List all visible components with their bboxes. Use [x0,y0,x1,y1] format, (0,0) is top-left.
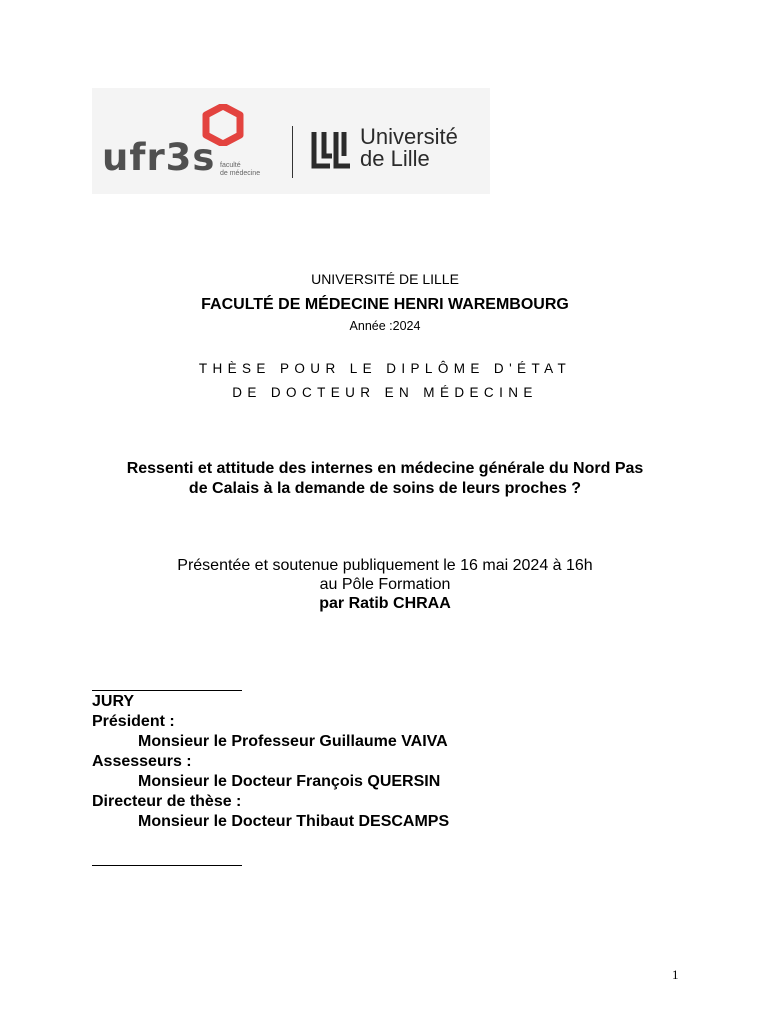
page-number: 1 [672,967,679,982]
logo-band [92,88,490,194]
year-label: Année : [349,319,393,333]
assessor-name: Monsieur le Docteur François QUERSIN [138,773,441,790]
president-name: Monsieur le Professeur Guillaume VAIVA [138,733,448,750]
thesis-title [0,459,770,499]
lille-wordmark-line1: Université [360,124,458,149]
university-name: UNIVERSITÉ DE LILLE [311,271,459,287]
assessors-label: Assesseurs : [92,753,192,770]
director-name: Monsieur le Docteur Thibaut DESCAMPS [138,813,450,830]
these-line-2: DE DOCTEUR EN MÉDECINE [232,385,538,400]
jury-section [92,692,449,832]
faculty-name: FACULTÉ DE MÉDECINE HENRI WAREMBOURG [201,296,569,313]
presentation-line-2: au Pôle Formation [319,576,451,593]
presentation-line-1: Présentée et soutenue publiquement le 16 mai 2024 à 16h [177,557,593,574]
jury-top-rule [92,690,242,691]
lille-emblem-icon [310,128,354,172]
lille-wordmark-line2: de Lille [360,146,430,171]
logo-divider [292,126,293,178]
lille-wordmark [360,126,458,170]
jury-bottom-rule [92,865,242,866]
year-line [0,319,770,333]
president-label: Président : [92,713,175,730]
ufr3s-hexagon-icon [202,104,244,146]
thesis-title-line2: de Calais à la demande de soins de leurs proches ? [188,480,582,497]
author-line: par Ratib CHRAA [319,595,451,612]
thesis-title-line1: Ressenti et attitude des internes en médecine générale du Nord Pas [126,460,644,477]
universite-de-lille-logo [310,124,486,180]
ufr3s-subtitle-line1: faculté [220,162,241,169]
ufr3s-subtitle-line2: de médecine [220,170,261,177]
director-label: Directeur de thèse : [92,793,242,810]
ufr3s-subtitle [220,162,260,178]
jury-heading: JURY [92,693,135,710]
ufr3s-wordmark: ufr3s [102,136,216,179]
ufr3s-logo [102,106,282,186]
these-line-1: THÈSE POUR LE DIPLÔME D'ÉTAT [198,361,572,376]
year-value: 2024 [392,319,421,333]
